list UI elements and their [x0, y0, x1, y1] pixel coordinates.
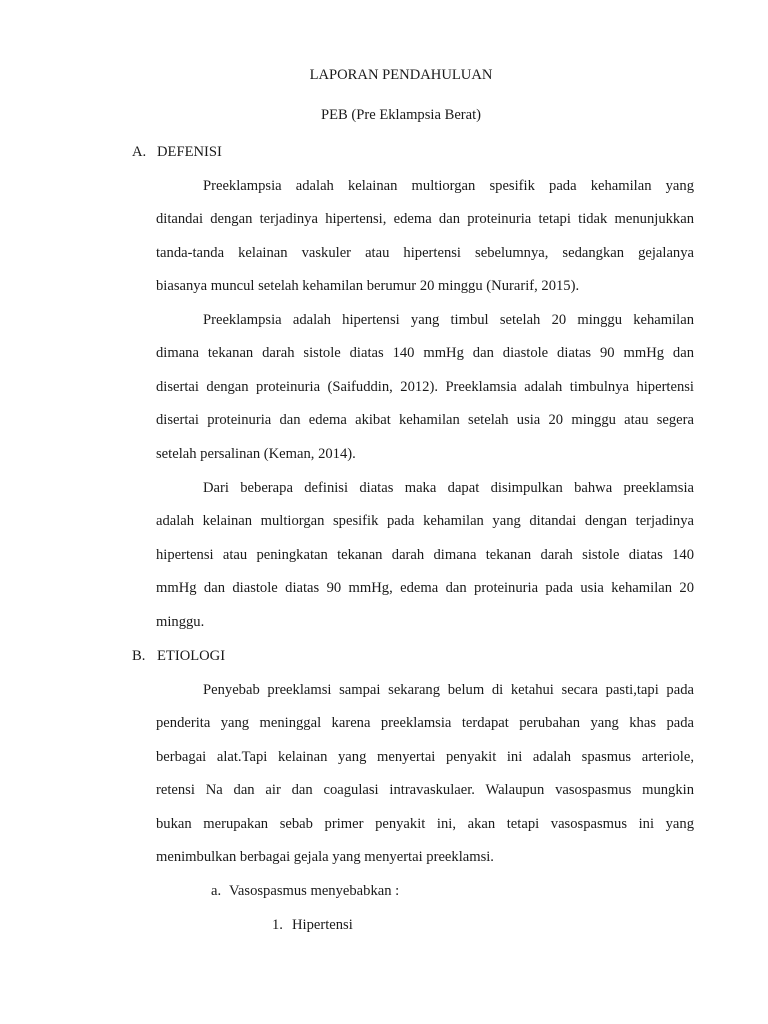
list-marker: 1. — [272, 917, 283, 933]
section-heading-defenisi — [132, 144, 222, 161]
section-marker: A. — [132, 144, 147, 160]
paragraph-line: mmHg dan diastole diatas 90 mmHg, edema dan proteinuria pada usia kehamilan 20 — [156, 580, 694, 596]
paragraph-line: tanda-tanda kelainan vaskuler atau hipertensi sebelumnya, sedangkan gejalanya — [156, 245, 694, 261]
document-title: LAPORAN PENDAHULUAN — [309, 67, 493, 83]
paragraph-line: menimbulkan berbagai gejala yang menyertai preeklamsi. — [156, 849, 494, 865]
paragraph-line: Preeklampsia adalah hipertensi yang timbul setelah 20 minggu kehamilan — [203, 312, 694, 328]
paragraph-line: disertai proteinuria dan edema akibat kehamilan setelah usia 20 minggu atau segera — [156, 412, 694, 428]
list-item-label: Vasospasmus menyebabkan : — [229, 883, 400, 899]
list-item-level-1 — [211, 883, 399, 900]
paragraph-line: adalah kelainan multiorgan spesifik pada kehamilan yang ditandai dengan terjadinya — [156, 513, 694, 529]
paragraph-line: penderita yang meninggal karena preeklamsia terdapat perubahan yang khas pada — [156, 715, 694, 731]
list-item-level-2 — [272, 917, 353, 934]
paragraph-line: dimana tekanan darah sistole diatas 140 mmHg dan diastole diatas 90 mmHg dan — [156, 345, 694, 361]
paragraph-line: disertai dengan proteinuria (Saifuddin, 2012). Preeklamsia adalah timbulnya hipertensi — [156, 379, 694, 395]
paragraph-line: biasanya muncul setelah kehamilan berumur 20 minggu (Nurarif, 2015). — [156, 278, 580, 294]
paragraph-line: setelah persalinan (Keman, 2014). — [156, 446, 356, 462]
section-title: DEFENISI — [157, 144, 222, 160]
paragraph-line: ditandai dengan terjadinya hipertensi, edema dan proteinuria tetapi tidak menunjukkan — [156, 211, 694, 227]
section-heading-etiologi — [132, 648, 225, 665]
section-marker: B. — [132, 648, 146, 664]
section-title: ETIOLOGI — [157, 648, 226, 664]
paragraph-line: Penyebab preeklamsi sampai sekarang belum di ketahui secara pasti,tapi pada — [203, 682, 694, 698]
list-marker: a. — [211, 883, 222, 899]
document-subtitle: PEB (Pre Eklampsia Berat) — [320, 107, 482, 123]
paragraph-line: Preeklampsia adalah kelainan multiorgan spesifik pada kehamilan yang — [203, 178, 694, 194]
paragraph-line: hipertensi atau peningkatan tekanan darah dimana tekanan darah sistole diatas 140 — [156, 547, 694, 563]
paragraph-line: Dari beberapa definisi diatas maka dapat disimpulkan bahwa preeklamsia — [203, 480, 694, 496]
paragraph-line: retensi Na dan air dan coagulasi intravaskulaer. Walaupun vasospasmus mungkin — [156, 782, 694, 798]
paragraph-line: bukan merupakan sebab primer penyakit ini, akan tetapi vasospasmus ini yang — [156, 816, 694, 832]
list-item-label: Hipertensi — [292, 917, 353, 933]
paragraph-line: berbagai alat.Tapi kelainan yang menyertai penyakit ini adalah spasmus arteriole, — [156, 749, 694, 765]
paragraph-line: minggu. — [156, 614, 205, 630]
